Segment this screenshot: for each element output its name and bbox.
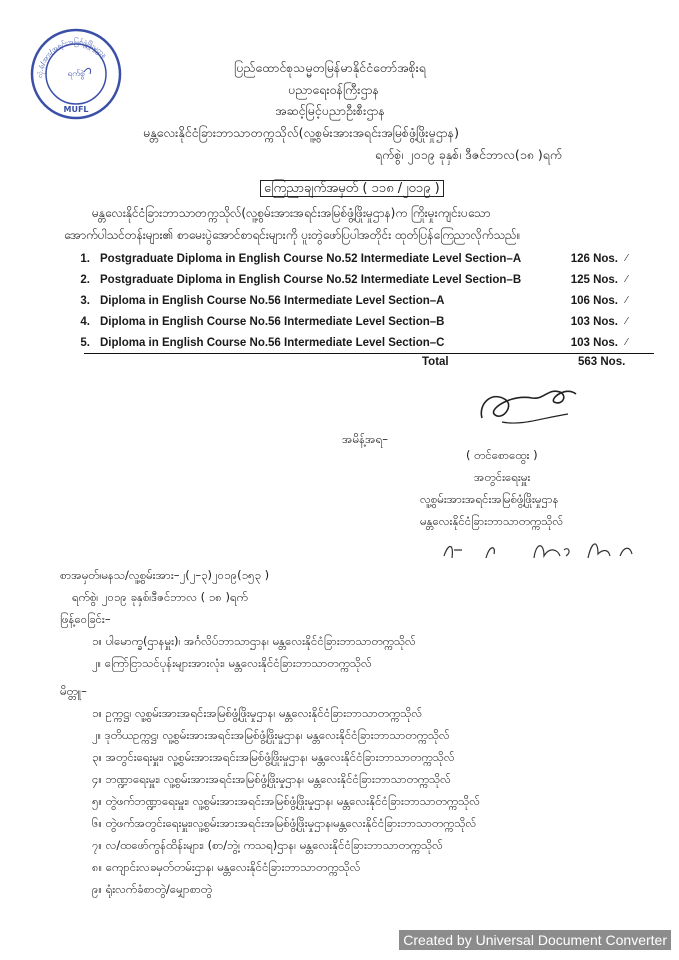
seal-text-mid: ရက်စွဲ	[67, 69, 85, 78]
check-mark-icon: ⁄	[626, 316, 628, 327]
seal-text-top: လုံ.စုံ/အား/အရင်းအမြစ်ဖွံ့ဖြိုးမှုဌာန	[35, 37, 109, 79]
copy-recipient-item: ၁။ ဥက္ကဋ္ဌ၊ လူ့စွမ်းအားအရင်းအမြစ်ဖွံ့ဖြိုးမှုဌာန၊ မန္တလေးနိုင်ငံခြားဘာသာတက္ကသိုလ်	[92, 706, 423, 720]
check-mark-icon: ⁄	[626, 274, 628, 285]
copy-recipient-item: ၅။ တွဲဖက်ဘဏ္ဍာရေးမှူး၊ လူ့စွမ်းအားအရင်းအမြစ်ဖွံ့ဖြိုးမှုဌာန၊ မန္တလေးနိုင်ငံခြားဘာသာတက္ကသိုလ်	[92, 794, 480, 808]
course-count: 125 Nos.	[570, 273, 618, 286]
reference-date: ရက်စွဲ၊ ၂၀၁၉ ခုနှစ်၊ဒီဇင်ဘာလ ( ၁၈ )ရက်	[72, 590, 248, 604]
course-name: Diploma in English Course No.56 Intermediate Level Section–A	[100, 294, 445, 307]
signatory-univ: မန္တလေးနိုင်ငံခြားဘာသာတက္ကသိုလ်	[420, 514, 564, 528]
course-name: Postgraduate Diploma in English Course No.52 Intermediate Level Section–B	[100, 273, 522, 286]
total-count: 563 Nos.	[578, 356, 626, 368]
copy-recipient-item: ၄။ ဘဏ္ဍာရေးမှူး၊ လူ့စွမ်းအားအရင်းအမြစ်ဖွံ့ဖြိုးမှုဌာန၊ မန္တလေးနိုင်ငံခြားဘာသာတက္ကသိုလ်	[92, 772, 451, 786]
announcement-title: ကြေညာချက်အမှတ် ( ၁၁၈ /၂၀၁၉ )	[260, 180, 444, 199]
course-row	[68, 290, 646, 311]
copies-label: မိတ္တူ–	[60, 684, 87, 698]
course-name: Diploma in English Course No.56 Intermediate Level Section–C	[100, 336, 445, 349]
course-number: 1.	[80, 252, 90, 265]
course-row	[68, 311, 646, 332]
copy-recipient-item: ၃။ အတွင်းရေးမှူး၊ လူ့စွမ်းအားအရင်းအမြစ်ဖွံ့ဖြိုးမှုဌာန၊ မန္တလေးနိုင်ငံခြားဘာသာတက္ကသိုလ်	[92, 750, 455, 764]
course-count: 103 Nos.	[570, 336, 618, 349]
course-count: 106 Nos.	[570, 294, 618, 307]
course-number: 3.	[80, 294, 90, 307]
distribution-label: ဖြန့်ဝေခြင်း–	[60, 612, 111, 626]
course-number: 4.	[80, 315, 90, 328]
header-date: ရက်စွဲ၊ ၂၀၁၉ ခုနှစ်၊ ဒီဇင်ဘာလ(၁၈ )ရက်	[375, 147, 563, 162]
course-name: Diploma in English Course No.56 Intermediate Level Section–B	[100, 315, 445, 328]
course-row	[68, 248, 646, 269]
signature-order: အမိန့်အရ–	[342, 432, 388, 446]
course-number: 2.	[80, 273, 90, 286]
announcement-para-line1: မန္တလေးနိုင်ငံခြားဘာသာတက္ကသိုလ်(လူ့စွမ်းအားအရင်းအမြစ်ဖွံ့ဖြိုးမှုဌာန)က ကြိုးမှုးကျင်းပသော	[92, 206, 491, 220]
distribution-item: ၁။ ပါမောက္ခ(ဌာနမှူး)၊ အင်္ဂလိပ်ဘာသာဌာန၊ မန္တလေးနိုင်ငံခြားဘာသာတက္ကသိုလ်	[92, 634, 416, 648]
signatory-name: ( တင်စောထွေး )	[466, 448, 538, 462]
course-row	[68, 332, 646, 353]
copy-recipient-item: ၂။ ဒုတိယဥက္ကဋ္ဌ၊ လူ့စွမ်းအားအရင်းအမြစ်ဖွံ့ဖြိုးမှုဌာန၊ မန္တလေးနိုင်ငံခြားဘာသာတက္ကသိုလ်	[92, 728, 450, 742]
course-count: 126 Nos.	[570, 252, 618, 265]
copy-recipient-item: ၆။ တွဲဖက်အတွင်းရေးမှူး၊လူ့စွမ်းအားအရင်းအမြစ်ဖွံ့ဖြိုးမှုဌာန၊မန္တလေးနိုင်ငံခြားဘာသာတက္ကသိုလ်	[92, 816, 477, 830]
seal-text-bottom: MUFL	[63, 105, 89, 114]
signatory-dept: လူ့စွမ်းအားအရင်းအမြစ်ဖွံ့ဖြိုးမှုဌာန	[420, 492, 559, 506]
signatory-title: အတွင်းရေးမှူး	[474, 470, 531, 484]
course-name: Postgraduate Diploma in English Course No.52 Intermediate Level Section–A	[100, 252, 522, 265]
course-row	[68, 269, 646, 290]
copy-recipient-item: ၇။ လ/ထဖော်ကွန်ထိန်းများ၊ (စာ/ဘွဲ့၊ ကသရ)ဌာန၊ မန္တလေးနိုင်ငံခြားဘာသာတက္ကသိုလ်	[92, 838, 443, 852]
copy-recipient-item: ၈။ ကျောင်းလခမှတ်တမ်းဌာန၊ မန္တလေးနိုင်ငံခြားဘာသာတက္ကသိုလ်	[92, 860, 361, 874]
header-department: အဆင့်မြင့်ပညာဦးစီးဌာန	[275, 103, 385, 118]
header-government: ပြည်ထောင်စုသမ္မတမြန်မာနိုင်ငံတော်အစိုးရ	[234, 60, 426, 75]
reference-number: စာအမှတ်၊မနသ/လူ့စွမ်းအား–၂(၂–၃)၂၀၁၉(၁၅၃ )	[60, 568, 270, 582]
total-label: Total	[422, 356, 449, 368]
table-bottom-rule	[84, 353, 654, 354]
initials-icon	[440, 536, 640, 564]
copy-recipient-item: ၉။ ရုံးလက်ခံစာတွဲ/မျှောစာတွဲ	[92, 882, 213, 896]
official-seal-icon	[30, 28, 122, 120]
course-count: 103 Nos.	[570, 315, 618, 328]
watermark: Created by Universal Document Converter	[399, 930, 671, 950]
course-results-table	[68, 248, 646, 353]
check-mark-icon: ⁄	[626, 295, 628, 306]
course-number: 5.	[80, 336, 90, 349]
signature-icon	[472, 384, 582, 432]
check-mark-icon: ⁄	[626, 253, 628, 264]
announcement-para-line2: အောက်ပါသင်တန်းများ၏ စာမေးပွဲအောင်စာရင်းများကို ပူးတွဲဖော်ပြပါအတိုင်း ထုတ်ပြန်ကြေညာလိုက်သည်။	[64, 228, 521, 242]
distribution-item: ၂။ ကြော်ငြာသင်ပုန်းများအားလုံး၊ မန္တလေးနိုင်ငံခြားဘာသာတက္ကသိုလ်	[92, 656, 372, 670]
check-mark-icon: ⁄	[626, 337, 628, 348]
header-ministry: ပညာရေးဝန်ကြီးဌာန	[288, 82, 380, 97]
header-university: မန္တလေးနိုင်ငံခြားဘာသာတက္ကသိုလ်(လူ့စွမ်းအားအရင်းအမြစ်ဖွံ့ဖြိုးမှုဌာန)	[143, 125, 460, 140]
